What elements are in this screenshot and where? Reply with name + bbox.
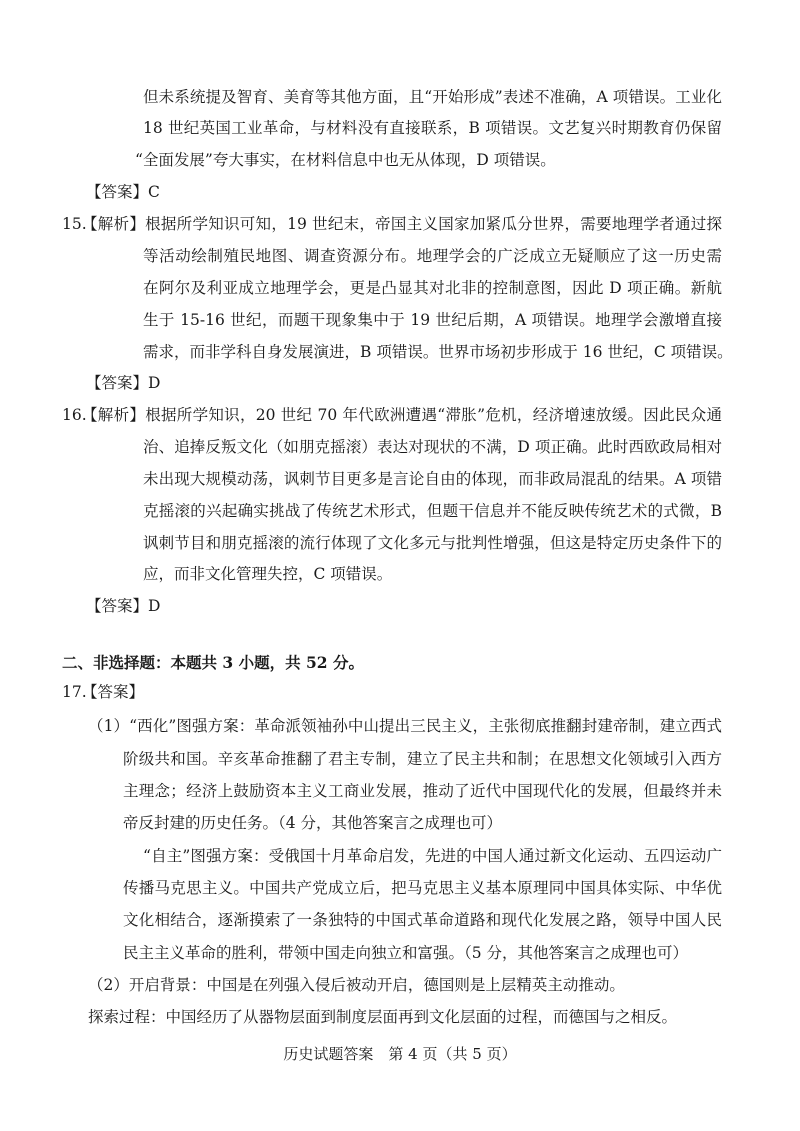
text-line: 讽刺节目和朋克摇滚的流行体现了文化多元与批判性增强，但这是特定历史条件下的 [143, 534, 722, 552]
text-line: 民主主义革命的胜利，带领中国走向独立和富强。（5 分，其他答案言之成理也可） [123, 944, 689, 962]
question-number: 15. [62, 215, 87, 233]
text-line: 【解析】根据所学知识可知，19 世纪末，帝国主义国家加紧瓜分世界，需要地理学者通过探 [82, 215, 722, 233]
text-line: “自主”图强方案：受俄国十月革命启发，先进的中国人通过新文化运动、五四运动广 [143, 847, 722, 865]
text-line: 阶级共和国。辛亥革命推翻了君主专制，建立了民主共和制；在思想文化领域引入西方 [123, 750, 722, 768]
section-heading: 二、非选择题：本题共 3 小题，共 52 分。 [62, 653, 364, 672]
text-line: （1）“西化”图强方案：革命派领袖孙中山提出三民主义，主张彻底推翻封建帝制，建立西式 [88, 717, 722, 735]
question-number: 17. [62, 683, 87, 701]
text-line: 主理念；经济上鼓励资本主义工商业发展，推动了近代中国现代化的发展，但最终并未 [123, 782, 722, 800]
text-line: 探索过程：中国经历了从器物层面到制度层面再到文化层面的过程，而德国与之相反。 [88, 1008, 678, 1026]
text-line: 等活动绘制殖民地图、调查资源分布。地理学会的广泛成立无疑顺应了这一历史需 [143, 247, 722, 265]
text-line: 文化相结合，逐渐摸索了一条独特的中国式革命道路和现代化发展之路，领导中国人民 [123, 911, 722, 929]
text-line: （2）开启背景：中国是在列强入侵后被动开启，德国则是上层精英主动推动。 [88, 976, 625, 994]
text-line: 未出现大规模动荡，讽刺节目更多是言论自由的体现，而非政局混乱的结果。A 项错 [143, 470, 722, 488]
text-line: 但未系统提及智育、美育等其他方面，且“开始形成”表述不准确，A 项错误。工业化 [143, 88, 722, 106]
text-line: 生于 15-16 世纪，而题干现象集中于 19 世纪后期，A 项错误。地理学会激增直接 [143, 311, 722, 329]
text-line: 在阿尔及利亚成立地理学会，更是凸显其对北非的控制意图，因此 D 项正确。新航 [143, 279, 722, 297]
question-number: 16. [62, 406, 87, 424]
answer-line: 【答案】D [86, 597, 161, 615]
text-line: 帝反封建的历史任务。（4 分，其他答案言之成理也可） [123, 814, 503, 832]
answer-label: 【答案】 [82, 683, 145, 701]
answer-line: 【答案】C [86, 183, 160, 201]
answer-line: 【答案】D [86, 374, 161, 392]
text-line: “全面发展”夸大事实，在材料信息中也无从体现，D 项错误。 [135, 151, 556, 169]
text-line: 需求，而非学科自身发展演进，B 项错误。世界市场初步形成于 16 世纪，C 项错误。 [143, 343, 733, 361]
text-line: 应，而非文化管理失控，C 项错误。 [143, 565, 393, 583]
text-line: 传播马克思主义。中国共产党成立后，把马克思主义基本原理同中国具体实际、中华优 [123, 879, 722, 897]
text-line: 治、追捧反叛文化（如朋克摇滚）表达对现状的不满，D 项正确。此时西欧政局相对 [143, 438, 722, 456]
text-line: 18 世纪英国工业革命，与材料没有直接联系，B 项错误。文艺复兴时期教育仍保留 [143, 119, 722, 137]
page-footer: 历史试题答案 第 4 页（共 5 页） [283, 1045, 517, 1063]
text-line: 【解析】根据所学知识，20 世纪 70 年代欧洲遭遇“滞胀”危机，经济增速放缓。因此民众通 [82, 406, 722, 424]
text-line: 克摇滚的兴起确实挑战了传统艺术形式，但题干信息并不能反映传统艺术的式微，B [143, 502, 722, 520]
